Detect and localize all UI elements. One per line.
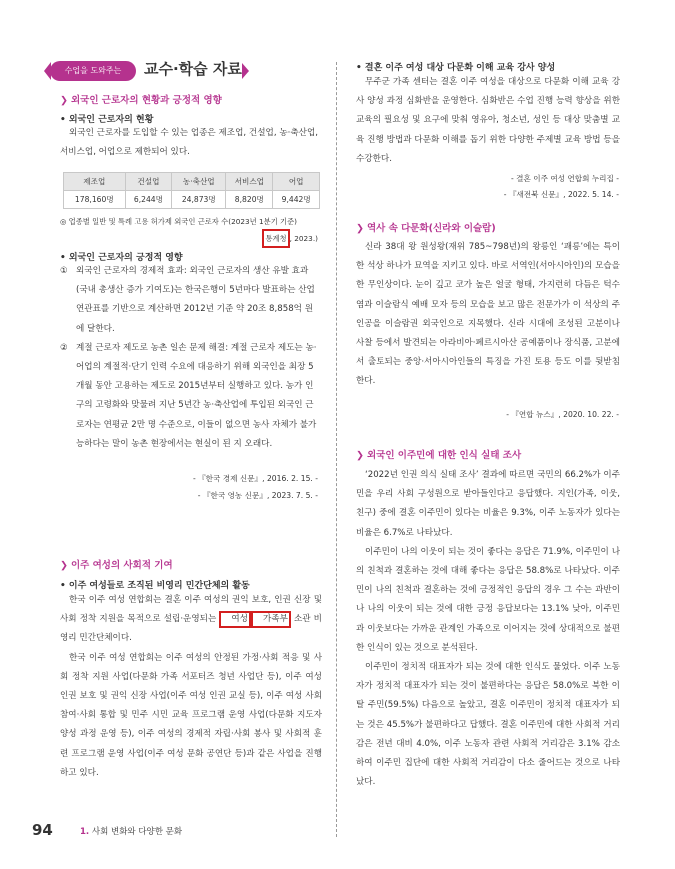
- section-heading-history: ❯ 역사 속 다문화(신라와 이슬람): [356, 223, 496, 234]
- table-cell: 24,873명: [172, 191, 226, 209]
- paragraph-ngo: 한국 이주 여성 연합회는 결혼 이주 여성의 권익 보호, 인권 신장 및 사회 정착 지원을 목적으로 설립·운영되는 여성 가족부 소관 비영리 민간단체이다. 한국 이주 여성 연합회는 이주 여성의 안정된 가정·사회 적응 및 사회 정착 지원 사업(다문화 가족 서포터즈 청년 사업단 등), 이주 여성 인권 보호 및 권익 신장 사업(이주 여성 인권 교실 등), 이주 여성 사회 참여·사회 통합 및 민주 시민 교육 프로그램 운영 사업(다문화 지도자 양성 과정 운영 등), 이주 여성의 경제적 자립·사회 봉사 및 사회적 훈련 프로그램 운영 사업(이주 여성 문화 공연단 등)과 같은 사업을 진행하고 있다.: [60, 595, 322, 778]
- banner-title: 교수·학습 자료: [144, 60, 242, 78]
- table-cell: 178,160명: [64, 191, 126, 209]
- paragraph-survey: ‘2022년 인권 의식 실태 조사’ 결과에 따르면 국민의 66.2%가 이주민을 우리 사회 구성원으로 받아들인다고 응답했다. 지인(가족, 이웃, 친구) 중에 결혼 이주민이 있다는 비율은 9.3%, 이주 노동자가 있다는 비율은 6.7%로 나타났다. 이주민이 나의 이웃이 되는 것이 좋다는 응답은 71.9%, 이주민이 나의 친척과 결혼하는 것에 대해 좋다는 응답은 58.8%로 나타났다. 이주민이 나의 친척과 결혼하는 것에 긍정적인 응답의 경우 그 수는 과반이나 나의 이웃이 되는 것에 대한 긍정 응답보다는 13.1% 낮아, 이주민과 이웃보다는 가까운 관계인 가족으로 이어지는 것에 상대적으로 불편한 인식이 있는 것으로 분석된다. 이주민이 정치적 대표자가 되는 것에 대한 인식도 물었다. 이주 노동자가 정치적 대표자가 되는 것이 불편하다는 응답은 58.0%로 북한 이탈 주민(59.5%) 다음으로 높았고, 결혼 이주민이 정치적 대표자가 되는 것은 45.5%가 불편하다고 답했다. 결혼 이주민에 대한 사회적 거리감은 전년 대비 4.0%, 이주 노동자 관련 사회적 거리감은 3.1% 감소하여 이주민 집단에 대한 사회적 거리감이 다소 줄어드는 것으로 나타났다.: [356, 470, 620, 788]
- chevron-right-icon: ❯: [356, 223, 364, 234]
- highlight-box: 여성: [219, 611, 251, 628]
- subheading-ngo: • 이주 여성들로 조직된 비영리 민간단체의 활동: [60, 581, 250, 591]
- list-item: ② 계절 근로자 제도로 농촌 일손 문제 해결: 계절 근로자 제도는 농·어업의 계절적·단기 인력 수요에 대응하기 위해 외국인을 최장 5개월 동안 고용하는 제도로 2015년부터 실행하고 있다. 농가 인구의 고령화와 맞물려 지난 5년간 농·축산업에 투입된 외국인 근로자는 연평균 2만 명 수준으로, 이들이 없으면 농사 자체가 불가능하다는 말이 농촌 현장에서는 현실이 된 지 오래다.: [60, 342, 317, 449]
- chevron-right-icon: [242, 63, 249, 79]
- highlight-box: 가족부: [251, 611, 291, 628]
- source-citation: - 『새전북 신문』, 2022. 5. 14. -: [503, 190, 619, 199]
- effects-list: [60, 262, 318, 454]
- table-header: 제조업: [64, 173, 126, 191]
- subheading-status: • 외국인 근로자의 현황: [60, 115, 154, 125]
- chevron-right-icon: ❯: [60, 95, 68, 106]
- industry-table: [63, 172, 320, 209]
- list-item: ① 외국인 근로자의 경제적 효과: 외국인 근로자의 생산 유발 효과(국내 총생산 증가 기여도)는 한국은행이 5년마다 발표하는 산업 연관표를 기반으로 계산하면 2012년 기준 약 20조 8,858억 원에 달한다.: [60, 266, 315, 334]
- table-row: [64, 191, 320, 209]
- table-cell: 6,244명: [125, 191, 172, 209]
- table-cell: 9,442명: [273, 191, 320, 209]
- paragraph-instructor: 무주군 가족 센터는 결혼 이주 여성을 대상으로 다문화 이해 교육 강사 양성 과정 심화반을 운영한다. 심화반은 수업 진행 능력 향상을 위한 교육의 필요성 및 요구에 맞춰 영유아, 청소년, 성인 등 대상 맞춤별 교육 진행 방법과 다문화 이해를 돕기 위한 다양한 주제별 교육 방법 등을 수강한다.: [356, 77, 620, 164]
- section-heading-workers: ❯ 외국인 근로자의 현황과 긍정적 영향: [60, 95, 222, 106]
- source-citation: - 『한국 경제 신문』, 2016. 2. 15. -: [192, 474, 318, 483]
- source-citation: - 결혼 이주 여성 연합회 누리집 -: [511, 174, 619, 183]
- table-header-row: [64, 173, 320, 191]
- table-header: 농·축산업: [172, 173, 226, 191]
- highlight-box: 통계청: [262, 229, 289, 248]
- subheading-instructor: • 결혼 이주 여성 대상 다문화 이해 교육 강사 양성: [356, 63, 556, 73]
- column-divider: [336, 62, 337, 837]
- banner-pill: 수업을 도와주는: [50, 61, 136, 81]
- section-heading-survey: ❯ 외국인 이주민에 대한 인식 실태 조사: [356, 450, 522, 461]
- chevron-right-icon: ❯: [356, 450, 364, 461]
- paragraph-history: 신라 38대 왕 원성왕(재위 785~798년)의 왕릉인 ‘괘릉’에는 특이한 석상 하나가 묘역을 지키고 있다. 바로 서역인(서아시아인)의 모습을 한 무인상이다. 눈이 깊고 코가 높은 얼굴 형태, 가지런히 다듬은 턱수염과 이슬람식 예배 모자 등의 모습을 보고 많은 전문가가 이 석상의 주인공을 이슬람권 외국인으로 지목했다. 신라 시대에 조성된 고분이나 사찰 등에서 발견되는 아라비아·페르시아산 공예품이나 장식품, 고분에서 출토되는 중앙·서아시아인들의 특징을 가진 토용 등도 이를 뒷받침한다.: [356, 242, 620, 387]
- source-citation: - 『한국 영농 신문』, 2023. 7. 5. -: [197, 491, 318, 500]
- table-caption: ◎ 업종별 일반 및 특례 고용 허가제 외국인 근로자 수(2023년 1분기 기준) 통계청 , 2023.): [60, 214, 318, 248]
- source-citation: - 『연합 뉴스』, 2020. 10. 22. -: [506, 410, 619, 419]
- table-cell: 8,820명: [226, 191, 273, 209]
- table-header: 서비스업: [226, 173, 273, 191]
- paragraph-workers-status: 외국인 근로자를 도입할 수 있는 업종은 제조업, 건설업, 농·축산업, 서비스업, 어업으로 제한되어 있다.: [60, 128, 318, 158]
- subheading-effects: • 외국인 근로자의 긍정적 영향: [60, 253, 183, 263]
- page-number: 94: [32, 821, 53, 839]
- chevron-right-icon: ❯: [60, 560, 68, 571]
- section-heading-women: ❯ 이주 여성의 사회적 기여: [60, 560, 173, 571]
- table-header: 어업: [273, 173, 320, 191]
- table-header: 건설업: [125, 173, 172, 191]
- chapter-title: 1. 사회 변화와 다양한 문화: [80, 827, 183, 837]
